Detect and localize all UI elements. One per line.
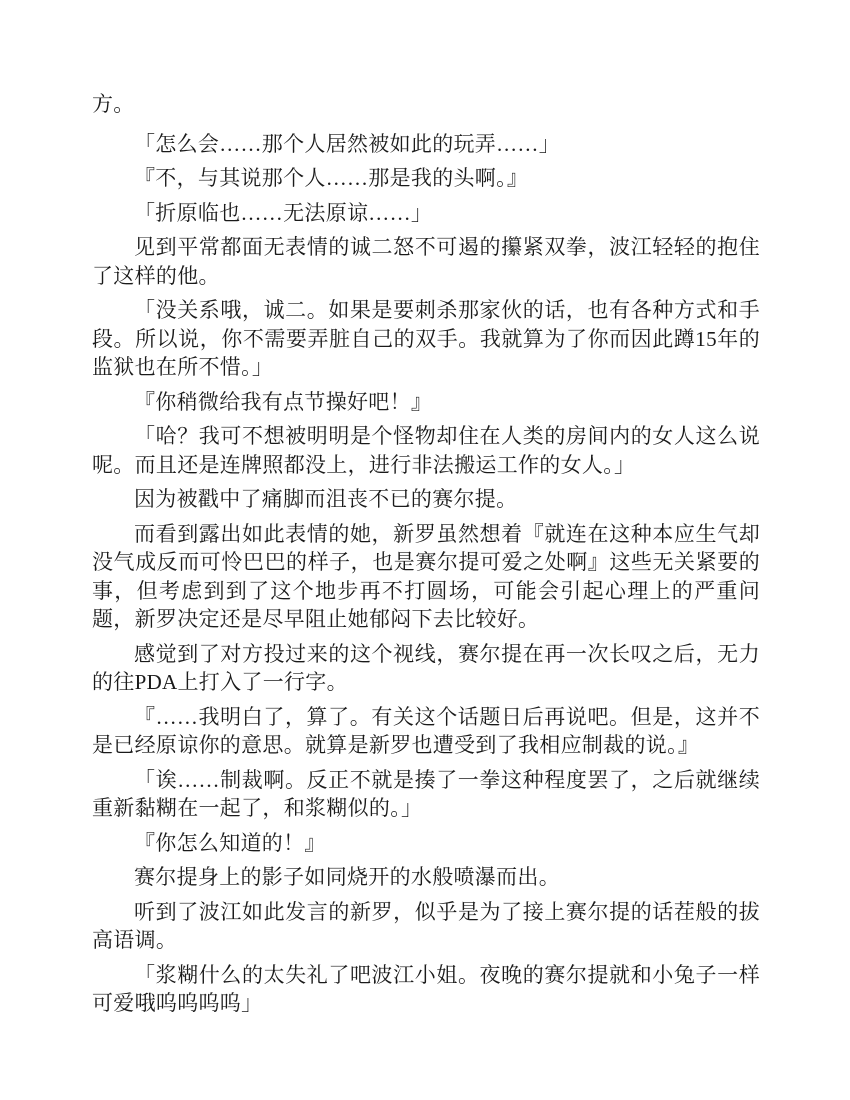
dialogue-paragraph: 「哈？我可不想被明明是个怪物却住在人类的房间内的女人这么说呢。而且还是连牌照都没上，进行非法搬运工作的女人。」 [92,424,760,477]
text-block [92,90,760,1018]
narration-paragraph: 而看到露出如此表情的她，新罗虽然想着『就连在这种本应生气却没气成反而可怜巴巴的样子，也是赛尔提可爱之处啊』这些无关紧要的事，但考虑到到了这个地步再不打圆场，可能会引起心理上的严重问题，新罗决定还是尽早阻止她郁闷下去比较好。 [92,521,760,631]
dialogue-paragraph: 「浆糊什么的太失礼了吧波江小姐。夜晚的赛尔提就和小兔子一样可爱哦呜呜呜呜」 [92,962,760,1015]
narration-paragraph: 因为被戳中了痛脚而沮丧不已的赛尔提。 [134,487,518,511]
dialogue-paragraph: 「折原临也……无法原谅……」 [134,200,433,225]
narration-paragraph-continuation: 方。 [92,92,135,116]
narration-paragraph: 听到了波江如此发言的新罗，似乎是为了接上赛尔提的话茬般的拔高语调。 [92,899,760,952]
pda-dialogue-paragraph: 『你稍微给我有点节操好吧！』 [134,389,433,414]
narration-paragraph: 感觉到了对方投过来的这个视线，赛尔提在再一次长叹之后，无力的往PDA上打入了一行字。 [92,641,760,694]
pda-dialogue-paragraph: 『……我明白了，算了。有关这个话题日后再说吧。但是，这并不是已经原谅你的意思。就算是新罗也遭受到了我相应制裁的说。』 [92,704,760,757]
pda-dialogue-paragraph: 『不，与其说那个人……那是我的头啊。』 [134,166,529,190]
dialogue-paragraph: 「怎么会……那个人居然被如此的玩弄……」 [134,131,560,156]
dialogue-paragraph: 「没关系哦，诚二。如果是要刺杀那家伙的话，也有各种方式和手段。所以说，你不需要弄脏自己的双手。我就算为了你而因此蹲15年的监狱也在所不惜。」 [92,298,760,379]
dialogue-paragraph: 「诶……制裁啊。反正不就是揍了一拳这种程度罢了，之后就继续重新黏糊在一起了，和浆糊似的。」 [92,767,760,820]
pda-dialogue-paragraph: 『你怎么知道的！』 [134,830,326,855]
narration-paragraph: 赛尔提身上的影子如同烧开的水般喷瀑而出。 [134,865,560,889]
narration-paragraph: 见到平常都面无表情的诚二怒不可遏的攥紧双拳，波江轻轻的抱住了这样的他。 [92,235,760,288]
